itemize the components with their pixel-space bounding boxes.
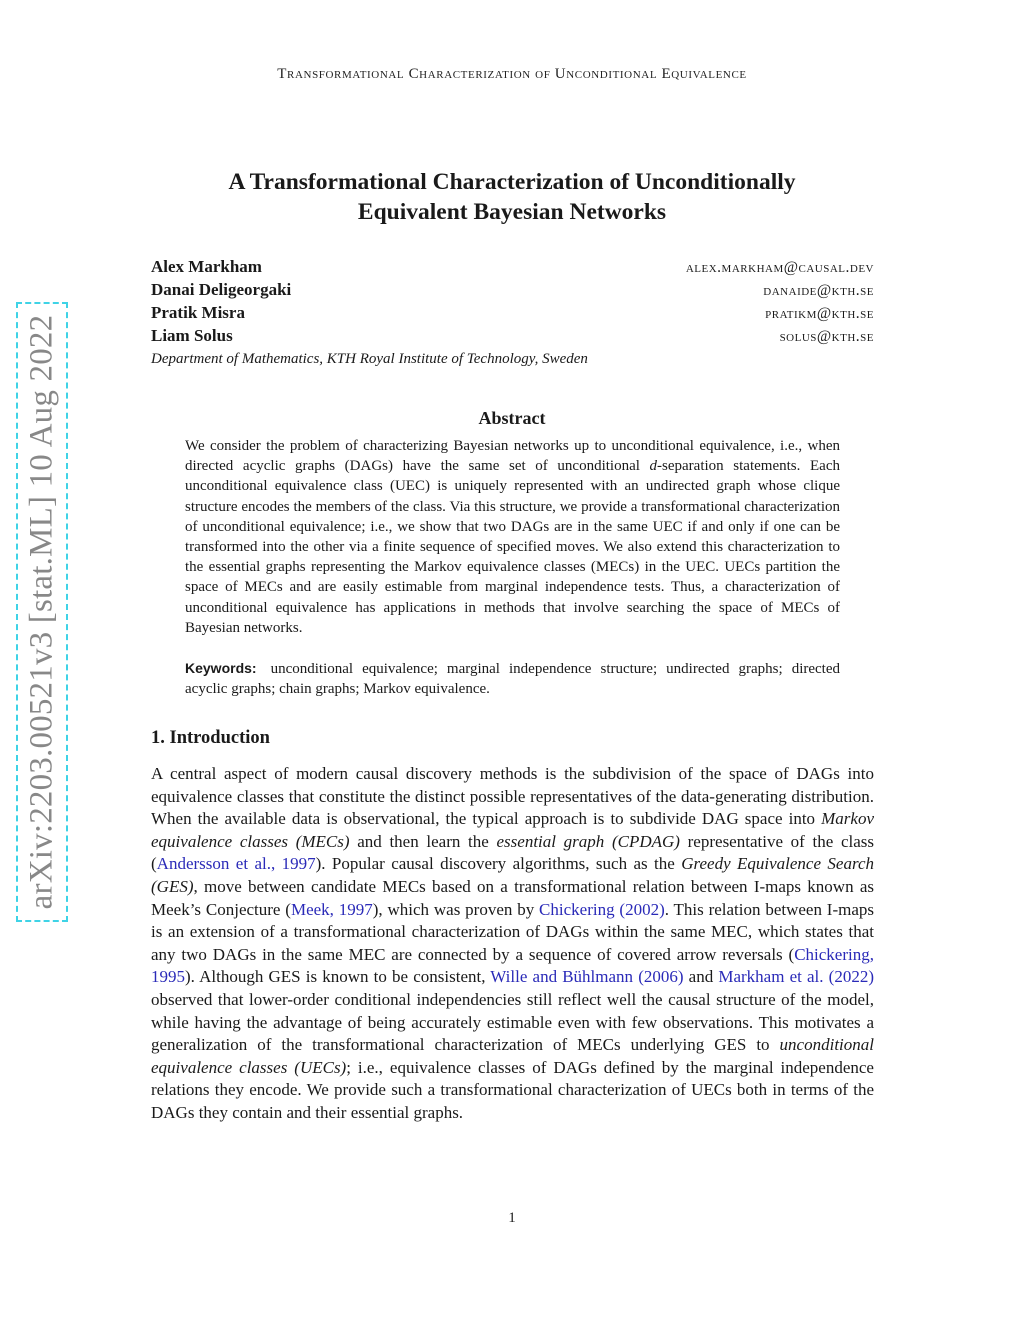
author-row: [151, 326, 874, 349]
author-name: Pratik Misra: [151, 303, 245, 322]
author-name: Liam Solus: [151, 326, 233, 345]
citation-link[interactable]: Andersson et al., 1997: [156, 854, 316, 874]
citation-link[interactable]: Markham et al. (2022): [718, 967, 874, 987]
body-text: ). Although GES is known to be consistent,: [185, 967, 491, 987]
body-text: and: [683, 967, 719, 987]
arxiv-identifier-text: arXiv:2203.00521v3 [stat.ML] 10 Aug 2022: [23, 314, 60, 910]
abstract-text-part: -separation statements. Each unconditional equivalence class (UEC) is uniquely represented with an undirected graph whose clique structure encodes the members of the class. Via this structure, we provide a transformational characterization of unconditional equivalence; i.e., we show that two DAGs are in the same UEC if and only if one can be transformed into the other via a finite sequence of specified moves. We also extend this characterization to the essential graphs representing the Markov equivalence classes (MECs) in the UEC. UECs partition the space of MECs and are easily estimable from marginal independence tests. Thus, a characterization of unconditional equivalence has applications in methods that involve searching the space of MECs of Bayesian networks.: [185, 458, 840, 636]
italic-term: unconditional equivalence classes (UECs): [151, 1035, 874, 1077]
body-text: ). Popular causal discovery algorithms, such as the: [315, 854, 682, 874]
citation-link[interactable]: Wille and Bühlmann (2006): [490, 967, 684, 987]
section-heading-introduction: 1. Introduction: [151, 728, 270, 748]
abstract-d-italic: d: [649, 458, 658, 475]
body-text: , move between candidate MECs based on a transformational relation between I-maps known as Meek’s Conjecture (: [151, 876, 874, 919]
author-block: [151, 257, 874, 368]
paper-title: [130, 167, 894, 227]
body-text: representative of the class (: [151, 831, 875, 874]
body-text: ; i.e., equivalence classes of DAGs defined by the marginal independence relations they encode. We provide such a transformational characterization of UECs both in terms of the DAGs they contain and their essential graphs.: [151, 1057, 874, 1122]
affiliation: Department of Mathematics, KTH Royal Institute of Technology, Sweden: [151, 351, 588, 367]
keywords-text: unconditional equivalence; marginal independence structure; undirected graphs; directed acyclic graphs; chain graphs; Markov equivalence.: [185, 661, 840, 698]
author-email[interactable]: pratikm@kth.se: [765, 305, 874, 322]
running-head: Transformational Characterization of Unconditional Equivalence: [277, 66, 747, 82]
author-row: [151, 257, 874, 280]
citation-link[interactable]: Meek, 1997: [290, 899, 373, 919]
keywords-label: Keywords:: [185, 660, 257, 676]
abstract-text-part: We consider the problem of characterizing Bayesian networks up to unconditional equivalence, i.e., when directed acyclic graphs (DAGs) have the same set of unconditional: [185, 438, 840, 475]
body-text: and then learn the: [349, 831, 497, 851]
author-row: [151, 280, 874, 303]
author-row: [151, 303, 874, 326]
body-text: . This relation between I-maps is an extension of a transformational characterization of DAGs within the same MEC, which states that any two DAGs in the same MEC are connected by a sequence of covered arrow reversals (: [151, 899, 875, 964]
arxiv-identifier-link[interactable]: [16, 302, 68, 922]
abstract-heading: Abstract: [478, 408, 546, 428]
italic-term: Greedy Equivalence Search (GES): [151, 854, 874, 896]
keywords: [185, 658, 840, 699]
citation-link[interactable]: Chickering (2002): [539, 899, 665, 919]
author-email[interactable]: alex.markham@causal.dev: [685, 259, 874, 276]
page-number: 1: [508, 1210, 516, 1226]
body-text: ), which was proven by: [372, 899, 540, 919]
italic-term: essential graph (CPDAG): [496, 831, 680, 851]
title-line-2: Equivalent Bayesian Networks: [357, 199, 667, 225]
author-name: Alex Markham: [151, 257, 262, 276]
title-line-1: A Transformational Characterization of Unconditionally: [228, 169, 796, 195]
abstract-text: [185, 436, 840, 638]
introduction-paragraph: [151, 763, 874, 1125]
author-email[interactable]: danaide@kth.se: [763, 282, 874, 299]
author-name: Danai Deligeorgaki: [151, 280, 292, 299]
italic-term: Markov equivalence classes (MECs): [151, 809, 874, 851]
citation-link[interactable]: Chickering, 1995: [151, 944, 874, 987]
body-text: observed that lower-order conditional independencies still reflect well the causal structure of the model, while having the advantage of being accurately estimable even with few observations. This motivates a generalization of the transformational characterization of MECs underlying GES to: [151, 989, 874, 1055]
body-text: A central aspect of modern causal discovery methods is the subdivision of the space of DAGs into equivalence classes that constitute the distinct possible representatives of the data-generating distribution. When the available data is observational, the typical approach is to subdivide DAG space into: [151, 764, 874, 829]
author-email[interactable]: solus@kth.se: [779, 328, 874, 345]
